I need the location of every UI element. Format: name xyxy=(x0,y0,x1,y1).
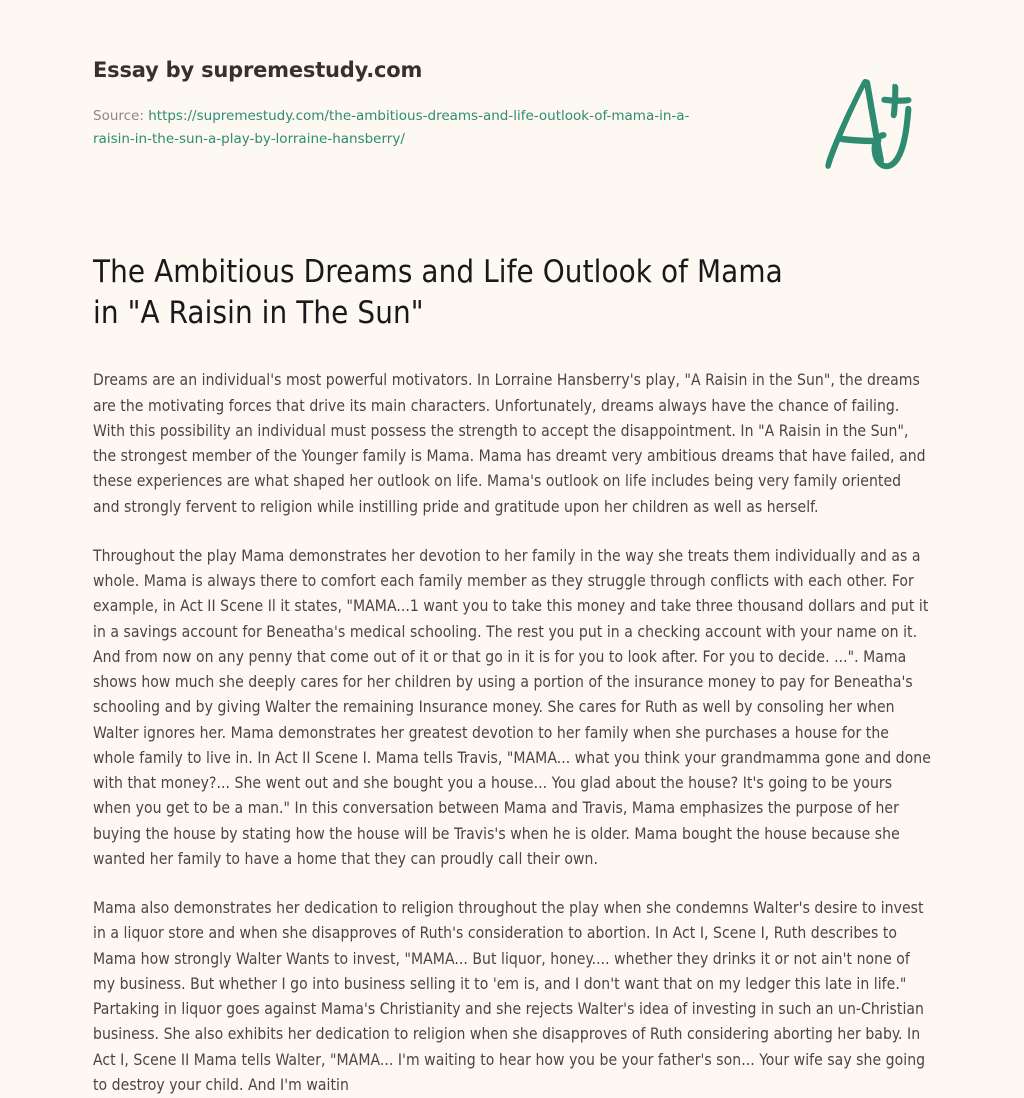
paragraph: Dreams are an individual's most powerful motivators. In Lorraine Hansberry's play, "A Raisin in the Sun", the dreams are the motivating forces that drive its main characters. Unfortunately, dreams always have the chance of failing. With this possibility an individual must possess the strength to accept the disappointment. In "A Raisin in the Sun", the strongest member of the Younger family is Mama. Mama has dreamt very ambitious dreams that have failed, and these experiences are what shaped her outlook on life. Mama's outlook on life includes being very family oriented and strongly fervent to religion while instilling pride and gratitude upon her children as well as herself. xyxy=(93,371,926,516)
source-line xyxy=(93,105,713,151)
article xyxy=(93,252,931,1098)
brand-title: Essay by supremestudy.com xyxy=(93,58,423,82)
source-label: Source: xyxy=(93,108,144,125)
paragraph: Throughout the play Mama demonstrates her devotion to her family in the way she treats them individually and as a whole. Mama is always there to comfort each family member as they struggle through conflicts with each other. For example, in Act II Scene Il it states, "MAMA...1 want you to take this money and take three thousand dollars and put it in a savings account for Beneatha's medical schooling. The rest you put in a checking account with your name on it. And from now on any penny that come out of it or that go in it is for you to look after. For you to decide. ...". Mama shows how much she deeply cares for her children by using a portion of the insurance money to pay for Beneatha's schooling and by giving Walter the remaining Insurance money. She cares for Ruth as well by consoling her when Walter ignores her. Mama demonstrates her greatest devotion to her family when she purchases a house for the whole family to live in. In Act II Scene I. Mama tells Travis, "MAMA... what you think your grandmamma gone and done with that money?... She went out and she bought you a house... You glad about the house? It's going to be yours when you get to be a man." In this conversation between Mama and Travis, Mama emphasizes the purpose of her buying the house by stating how the house will be Travis's when he is older. Mama bought the house because she wanted her family to have a home that they can proudly call their own. xyxy=(93,546,931,868)
a-plus-logo-icon xyxy=(812,62,932,197)
article-body xyxy=(93,368,931,1098)
document-header xyxy=(93,58,793,152)
paragraph: Mama also demonstrates her dedication to religion throughout the play when she condemns Walter's desire to invest in a liquor store and when she disapproves of Ruth's consideration to abortion. In Act I, Scene I, Ruth describes to Mama how strongly Walter Wants to invest, "MAMA... But liquor, honey.... whether they drinks it or not ain't none of my business. But whether I go into business selling it to 'em is, and I don't want that on my ledger this late in life." Partaking in liquor goes against Mama's Christianity and she rejects Walter's idea of investing in such an un-Christian business. She also exhibits her dedication to religion when she disapproves of Ruth considering aborting her baby. In Act I, Scene II Mama tells Walter, "MAMA... I'm waiting to hear how you be your father's son... Your wife say she going to destroy your child. And I'm waitin xyxy=(93,899,926,1094)
page-title: The Ambitious Dreams and Life Outlook of Mama in "A Raisin in The Sun" xyxy=(93,254,783,332)
source-url-link[interactable]: https://supremestudy.com/the-ambitious-dreams-and-life-outlook-of-mama-in-a-raisin-in-the-sun-a-play-by-lorraine-hansberry/ xyxy=(93,108,690,148)
